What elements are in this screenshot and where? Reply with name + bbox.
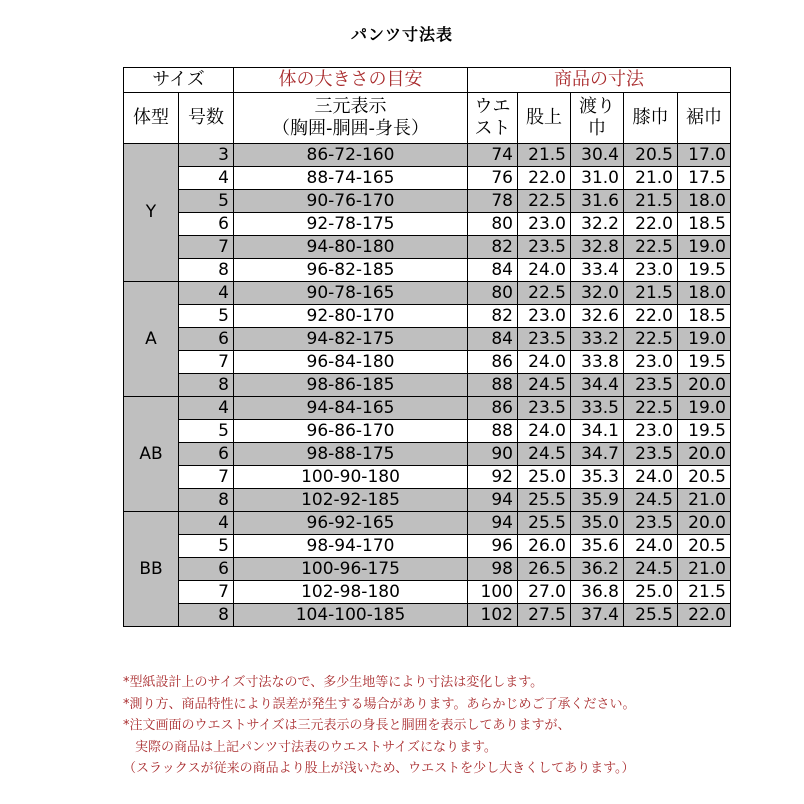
page-title: パンツ寸法表 [350, 25, 453, 44]
hem-cell: 21.0 [678, 489, 731, 512]
thigh-cell: 36.8 [571, 581, 624, 604]
hem-cell: 17.5 [678, 167, 731, 190]
knee-cell: 25.5 [624, 604, 678, 627]
waist-cell: 80 [468, 282, 518, 305]
table-row [124, 489, 731, 512]
waist-cell: 90 [468, 443, 518, 466]
size-no-cell: 7 [179, 581, 234, 604]
rise-cell: 27.5 [518, 604, 571, 627]
knee-cell: 20.5 [624, 144, 678, 167]
rise-cell: 23.5 [518, 328, 571, 351]
hem-cell: 19.5 [678, 259, 731, 282]
body-size-cell: 96-86-170 [234, 420, 468, 443]
waist-cell: 82 [468, 305, 518, 328]
thigh-cell: 33.5 [571, 397, 624, 420]
body-size-cell: 100-96-175 [234, 558, 468, 581]
size-no-cell: 5 [179, 420, 234, 443]
table-row [124, 420, 731, 443]
rise-cell: 24.0 [518, 351, 571, 374]
table-row [124, 397, 731, 420]
header-size-no: 号数 [179, 93, 234, 144]
rise-cell: 23.5 [518, 397, 571, 420]
hem-cell: 19.5 [678, 420, 731, 443]
body-size-cell: 100-90-180 [234, 466, 468, 489]
thigh-cell: 30.4 [571, 144, 624, 167]
waist-cell: 94 [468, 512, 518, 535]
waist-cell: 96 [468, 535, 518, 558]
size-no-cell: 6 [179, 213, 234, 236]
rise-cell: 26.5 [518, 558, 571, 581]
thigh-cell: 37.4 [571, 604, 624, 627]
size-no-cell: 3 [179, 144, 234, 167]
hem-cell: 20.0 [678, 374, 731, 397]
thigh-cell: 35.6 [571, 535, 624, 558]
rise-cell: 23.5 [518, 236, 571, 259]
table-row [124, 604, 731, 627]
hem-cell: 22.0 [678, 604, 731, 627]
size-no-cell: 7 [179, 466, 234, 489]
rise-cell: 26.0 [518, 535, 571, 558]
size-no-cell: 6 [179, 443, 234, 466]
knee-cell: 24.5 [624, 558, 678, 581]
hem-cell: 18.5 [678, 305, 731, 328]
size-no-cell: 5 [179, 190, 234, 213]
waist-cell: 84 [468, 259, 518, 282]
size-no-cell: 5 [179, 305, 234, 328]
body-size-cell: 86-72-160 [234, 144, 468, 167]
waist-cell: 86 [468, 397, 518, 420]
header-size: サイズ [124, 68, 234, 93]
size-no-cell: 6 [179, 558, 234, 581]
table-row [124, 512, 731, 535]
hem-cell: 19.0 [678, 397, 731, 420]
body-size-cell: 98-94-170 [234, 535, 468, 558]
table-row [124, 305, 731, 328]
body-size-cell: 96-92-165 [234, 512, 468, 535]
header-body-guide: 体の大きさの目安 [234, 68, 468, 93]
note-line: *型紙設計上のサイズ寸法なので、多少生地等により寸法は変化します。 [123, 675, 544, 690]
thigh-cell: 35.9 [571, 489, 624, 512]
rise-cell: 22.0 [518, 167, 571, 190]
hem-cell: 18.0 [678, 190, 731, 213]
header-thigh-line2: 巾 [588, 118, 606, 139]
waist-cell: 76 [468, 167, 518, 190]
thigh-cell: 32.6 [571, 305, 624, 328]
rise-cell: 24.5 [518, 443, 571, 466]
knee-cell: 23.5 [624, 443, 678, 466]
hem-cell: 17.0 [678, 144, 731, 167]
size-no-cell: 8 [179, 489, 234, 512]
body-size-cell: 92-78-175 [234, 213, 468, 236]
body-size-cell: 102-92-185 [234, 489, 468, 512]
thigh-cell: 34.1 [571, 420, 624, 443]
thigh-cell: 31.0 [571, 167, 624, 190]
hem-cell: 21.0 [678, 558, 731, 581]
header-sanmoto-line2: （胸囲-胴囲-身長） [272, 118, 429, 139]
waist-cell: 102 [468, 604, 518, 627]
waist-cell: 94 [468, 489, 518, 512]
waist-cell: 84 [468, 328, 518, 351]
table-row [124, 374, 731, 397]
header-waist [468, 93, 518, 144]
hem-cell: 19.0 [678, 236, 731, 259]
table-row [124, 167, 731, 190]
rise-cell: 25.5 [518, 489, 571, 512]
knee-cell: 22.0 [624, 213, 678, 236]
knee-cell: 23.5 [624, 512, 678, 535]
hem-cell: 18.5 [678, 213, 731, 236]
rise-cell: 21.5 [518, 144, 571, 167]
knee-cell: 24.0 [624, 535, 678, 558]
waist-cell: 88 [468, 374, 518, 397]
hem-cell: 20.5 [678, 466, 731, 489]
size-no-cell: 8 [179, 604, 234, 627]
table-row [124, 443, 731, 466]
rise-cell: 24.0 [518, 420, 571, 443]
table-row [124, 351, 731, 374]
thigh-cell: 34.7 [571, 443, 624, 466]
knee-cell: 23.5 [624, 374, 678, 397]
note-line: （スラックスが従来の商品より股上が浅いため、ウエストを少し大きくしてあります。） [123, 761, 635, 776]
waist-cell: 100 [468, 581, 518, 604]
table-row [124, 259, 731, 282]
thigh-cell: 35.3 [571, 466, 624, 489]
size-no-cell: 4 [179, 397, 234, 420]
body-size-cell: 90-78-165 [234, 282, 468, 305]
hem-cell: 18.0 [678, 282, 731, 305]
header-rise: 股上 [518, 93, 571, 144]
table-row [124, 535, 731, 558]
body-size-cell: 94-84-165 [234, 397, 468, 420]
body-size-cell: 104-100-185 [234, 604, 468, 627]
body-type-cell: BB [124, 512, 179, 627]
header-knee: 膝巾 [624, 93, 678, 144]
rise-cell: 22.5 [518, 282, 571, 305]
header-body-type: 体型 [124, 93, 179, 144]
body-type-cell: AB [124, 397, 179, 512]
waist-cell: 74 [468, 144, 518, 167]
table-row [124, 282, 731, 305]
notes-section [123, 672, 635, 780]
table-row [124, 558, 731, 581]
header-thigh [571, 93, 624, 144]
table-row [124, 466, 731, 489]
body-size-cell: 90-76-170 [234, 190, 468, 213]
knee-cell: 21.5 [624, 282, 678, 305]
table-row [124, 213, 731, 236]
size-no-cell: 5 [179, 535, 234, 558]
size-no-cell: 4 [179, 512, 234, 535]
rise-cell: 25.0 [518, 466, 571, 489]
header-waist-line2: スト [474, 118, 511, 139]
rise-cell: 24.5 [518, 374, 571, 397]
table-row [124, 236, 731, 259]
header-waist-line1: ウエ [474, 95, 511, 117]
rise-cell: 25.5 [518, 512, 571, 535]
waist-cell: 82 [468, 236, 518, 259]
body-size-cell: 94-82-175 [234, 328, 468, 351]
note-line: *注文画面のウエストサイズは三元表示の身長と胴囲を表示してありますが、 [123, 718, 571, 733]
waist-cell: 78 [468, 190, 518, 213]
header-sanmoto [234, 93, 468, 144]
rise-cell: 24.0 [518, 259, 571, 282]
body-size-cell: 102-98-180 [234, 581, 468, 604]
knee-cell: 21.5 [624, 190, 678, 213]
size-no-cell: 4 [179, 167, 234, 190]
waist-cell: 80 [468, 213, 518, 236]
body-size-cell: 96-82-185 [234, 259, 468, 282]
knee-cell: 23.0 [624, 420, 678, 443]
table-row [124, 190, 731, 213]
waist-cell: 88 [468, 420, 518, 443]
thigh-cell: 36.2 [571, 558, 624, 581]
body-size-cell: 98-88-175 [234, 443, 468, 466]
body-type-cell: A [124, 282, 179, 397]
rise-cell: 23.0 [518, 213, 571, 236]
body-size-cell: 92-80-170 [234, 305, 468, 328]
note-line: 実際の商品は上記パンツ寸法表のウエストサイズになります。 [135, 739, 497, 755]
thigh-cell: 32.0 [571, 282, 624, 305]
size-no-cell: 6 [179, 328, 234, 351]
body-size-cell: 94-80-180 [234, 236, 468, 259]
header-sanmoto-line1: 三元表示 [314, 95, 387, 117]
waist-cell: 86 [468, 351, 518, 374]
body-size-cell: 98-86-185 [234, 374, 468, 397]
waist-cell: 92 [468, 466, 518, 489]
table-row [124, 581, 731, 604]
hem-cell: 19.0 [678, 328, 731, 351]
thigh-cell: 35.0 [571, 512, 624, 535]
rise-cell: 27.0 [518, 581, 571, 604]
knee-cell: 22.5 [624, 328, 678, 351]
knee-cell: 21.0 [624, 167, 678, 190]
rise-cell: 23.0 [518, 305, 571, 328]
hem-cell: 19.5 [678, 351, 731, 374]
size-no-cell: 7 [179, 236, 234, 259]
thigh-cell: 33.4 [571, 259, 624, 282]
knee-cell: 25.0 [624, 581, 678, 604]
header-thigh-line1: 渡り [579, 95, 615, 117]
table-row [124, 328, 731, 351]
body-size-cell: 88-74-165 [234, 167, 468, 190]
hem-cell: 20.0 [678, 512, 731, 535]
waist-cell: 98 [468, 558, 518, 581]
header-product-dims: 商品の寸法 [468, 68, 731, 93]
header-hem: 裾巾 [678, 93, 731, 144]
knee-cell: 23.0 [624, 259, 678, 282]
hem-cell: 21.5 [678, 581, 731, 604]
size-no-cell: 8 [179, 259, 234, 282]
knee-cell: 22.0 [624, 305, 678, 328]
thigh-cell: 32.8 [571, 236, 624, 259]
thigh-cell: 33.8 [571, 351, 624, 374]
thigh-cell: 31.6 [571, 190, 624, 213]
hem-cell: 20.5 [678, 535, 731, 558]
knee-cell: 24.0 [624, 466, 678, 489]
knee-cell: 23.0 [624, 351, 678, 374]
thigh-cell: 32.2 [571, 213, 624, 236]
body-size-cell: 96-84-180 [234, 351, 468, 374]
size-no-cell: 4 [179, 282, 234, 305]
knee-cell: 24.5 [624, 489, 678, 512]
thigh-cell: 34.4 [571, 374, 624, 397]
size-no-cell: 8 [179, 374, 234, 397]
size-no-cell: 7 [179, 351, 234, 374]
size-table [123, 67, 731, 627]
knee-cell: 22.5 [624, 236, 678, 259]
rise-cell: 22.5 [518, 190, 571, 213]
body-type-cell: Y [124, 144, 179, 282]
note-line: *測り方、商品特性により誤差が発生する場合があります。あらかじめご了承ください。 [123, 696, 636, 712]
hem-cell: 20.0 [678, 443, 731, 466]
knee-cell: 22.5 [624, 397, 678, 420]
table-row [124, 144, 731, 167]
thigh-cell: 33.2 [571, 328, 624, 351]
